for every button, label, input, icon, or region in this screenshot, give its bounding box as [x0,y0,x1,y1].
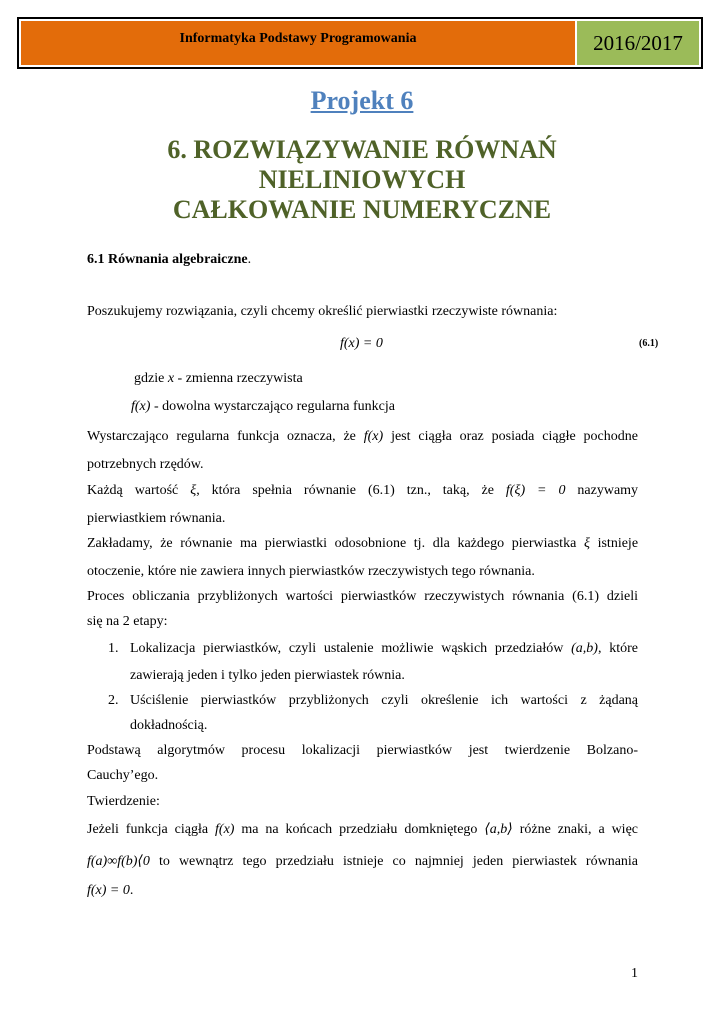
assume-math-xi: ξ [583,536,590,551]
assume-line-2: otoczenie, które nie zawiera innych pierwiastków rzeczywistych tego równania. [87,564,535,579]
assume-text-a: Zakładamy, że równanie ma pierwiastki odosobnione tj. dla każdego pierwiastka [87,536,577,551]
chapter-title-line-1: 6. ROZWIĄZYWANIE RÓWNAŃ [167,135,557,164]
theorem-math-interval: ⟨a,b⟩ [484,822,513,837]
theorem-text-b: ma na końcach przedziału domkniętego [241,822,478,837]
section-heading-period: . [247,252,252,267]
theorem-text-c: różne znaki, a więc [519,822,639,837]
each-text-c: nazywamy [577,483,639,498]
theorem-math-product: f(a)∞f(b)⟨0 [87,854,150,869]
equation-6-1-formula: f(x) = 0 [340,336,383,351]
theorem-line-2 [87,853,638,870]
header-table [17,17,703,69]
chapter-title-line-3: CAŁKOWANIE NUMERYCZNE [172,195,552,224]
course-title: Informatyka Podstawy Programowania [21,21,575,65]
each-text-a: Każdą wartość [87,483,179,498]
regular-text-b: jest ciągła oraz posiada ciągłe pochodne [391,429,638,444]
where-prefix: gdzie [134,371,165,386]
regular-math: f(x) [363,429,384,444]
item1-text-b: , które [597,641,638,656]
chapter-title [0,135,724,225]
item1-math-interval: (a,b) [571,641,598,656]
where-variable: x [167,371,175,386]
each-math-eq: f(ξ) = 0 [505,483,566,498]
list-item-2-number: 2. [108,693,119,708]
each-line-1 [87,483,638,499]
theorem-text-a: Jeżeli funkcja ciągła [87,822,209,837]
list-item-2-line-1: Uściślenie pierwiastków przybliżonych czyli określenie ich wartości z żądaną [130,693,638,708]
list-item-2-line-2: dokładnością. [130,718,208,733]
theorem-label: Twierdzenie: [87,794,160,809]
basis-line-1: Podstawą algorytmów procesu lokalizacji pierwiastków jest twierdzenie Bolzano- [87,743,638,758]
regular-text-a: Wystarczająco regularna funkcja oznacza, że [87,429,356,444]
theorem-period: . [129,883,134,898]
equation-6-1-number: (6.1) [639,338,659,349]
where-line-variable [134,371,634,387]
each-line-2: pierwiastkiem równania. [87,511,226,526]
process-line-1: Proces obliczania przybliżonych wartości pierwiastków rzeczywistych równania (6.1) dzieli [87,589,638,604]
section-heading-text: 6.1 Równania algebraiczne [87,252,248,267]
list-item-1-line-2: zawierają jeden i tylko jeden pierwiastek równia. [130,668,405,683]
assume-text-b: istnieje [597,536,639,551]
item1-text-a: Lokalizacja pierwiastków, czyli ustalenie możliwie wąskich przedziałów [130,641,564,656]
theorem-line-3 [87,883,638,899]
where-variable-desc: - zmienna rzeczywista [177,371,303,386]
basis-line-2: Cauchy’ego. [87,768,159,783]
section-heading [87,252,638,268]
theorem-text-d: to wewnątrz tego przedziału istnieje co najmniej jeden pierwiastek równania [158,854,639,869]
theorem-line-1 [87,821,638,838]
each-math-xi: ξ [190,483,197,498]
theorem-math-eq: f(x) = 0 [87,883,130,898]
where-function-desc: - dowolna wystarczająco regularna funkcja [153,399,395,414]
process-line-2: się na 2 etapy: [87,614,168,629]
theorem-math-fx: f(x) [215,822,235,837]
assume-line-1 [87,536,638,552]
regular-line-2: potrzebnych rzędów. [87,457,204,472]
chapter-title-line-2: NIELINIOWYCH [258,165,466,194]
project-title: Projekt 6 [310,86,414,115]
where-function: f(x) [131,399,151,414]
intro-paragraph: Poszukujemy rozwiązania, czyli chcemy określić pierwiastki rzeczywiste równania: [87,304,558,319]
list-item-1-line-1 [130,641,638,657]
each-text-b: , która spełnia równanie (6.1) tzn., taką, że [196,483,494,498]
regular-line-1 [87,429,638,445]
academic-year: 2016/2017 [577,21,699,65]
list-item-1-number: 1. [108,641,119,656]
page-number: 1 [631,966,638,981]
where-line-function [131,399,631,415]
